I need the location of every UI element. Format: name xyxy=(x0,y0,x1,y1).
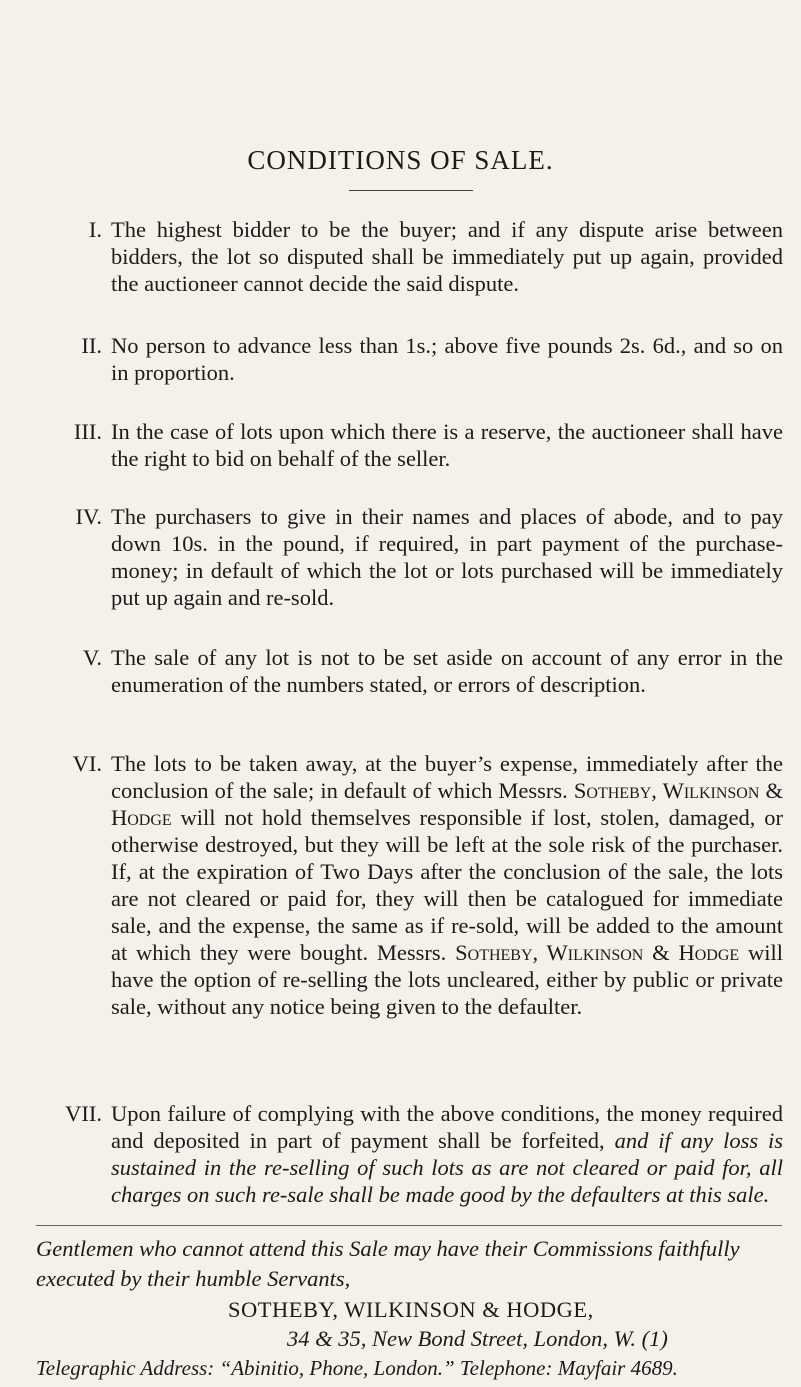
clause-3 xyxy=(38,418,783,472)
firm-name: Sotheby, Wilkinson & Hodge xyxy=(455,940,740,965)
clause-text: The highest bidder to be the buyer; and if any dispute arise between bidders, the lot so disputed shall be immediately put up again, provided the auctioneer cannot decide the said dispute. xyxy=(111,217,783,296)
clause-text: The purchasers to give in their names and places of abode, and to pay down 10s. in the pound, if required, in part payment of the purchase-money; in default of which the lot or lots purchased will be immediately put up again and re-sold. xyxy=(111,504,783,610)
page-title: CONDITIONS OF SALE. xyxy=(247,145,554,175)
clause-text-part: will have the option of re-selling the lots uncleared, either by public or private sale, without any notice being given to the defaulter. xyxy=(111,940,784,1019)
section-rule xyxy=(36,1225,782,1226)
clause-text: The sale of any lot is not to be set aside on account of any error in the enumeration of the numbers stated, or errors of description. xyxy=(111,645,783,697)
clause-text xyxy=(111,1100,783,1208)
firm-address: 34 & 35, New Bond Street, London, W. (1) xyxy=(287,1326,668,1351)
clause-text: No person to advance less than 1s.; above five pounds 2s. 6d., and so on in proportion. xyxy=(111,333,783,385)
clause-2 xyxy=(38,332,783,386)
clause-number: I. xyxy=(88,217,102,242)
clause-text xyxy=(111,750,783,1020)
clause-text-part: will not hold themselves responsible if lost, stolen, damaged, or otherwise destroyed, but they will be left at the sole risk of the purchaser. If, at the expiration of Two Days after the conclusion of the sale, the lots are not cleared or paid for, they will then be catalogued for immediate sale, and the expense, the same as if re-sold, will be added to the amount at which they were bought. Messrs. xyxy=(111,805,783,965)
clause-text-part: Upon failure of complying with the above conditions, the money required and deposited in part of payment shall be forfeited, xyxy=(111,1101,783,1153)
commissions-line: Gentlemen who cannot attend this Sale may have their Commissions faithfully executed by their humble Servants, xyxy=(36,1236,740,1291)
clause-6 xyxy=(38,750,783,1020)
firm-name: Sotheby, Wilkinson & Hodge xyxy=(111,778,783,830)
clause-number: VII. xyxy=(65,1101,102,1126)
title-rule xyxy=(349,190,473,191)
clause-5 xyxy=(38,644,783,698)
clause-number: IV. xyxy=(75,504,102,529)
telegraphic-address: Telegraphic Address: “Abinitio, Phone, London.” Telephone: Mayfair 4689. xyxy=(36,1356,678,1380)
clause-number: III. xyxy=(73,419,102,444)
clause-number: II. xyxy=(81,333,102,358)
clause-text-italic: and if any loss is sustained in the re-selling of such lots as are not cleared or paid for, all charges on such re-sale shall be made good by the defaulters at this sale. xyxy=(111,1128,784,1207)
clause-1 xyxy=(38,216,783,297)
clause-4 xyxy=(38,503,783,611)
clause-number: VI. xyxy=(72,751,102,776)
firm-signature: SOTHEBY, WILKINSON & HODGE, xyxy=(228,1297,594,1322)
clause-7 xyxy=(38,1100,783,1208)
clause-number: V. xyxy=(83,645,102,670)
clause-text: In the case of lots upon which there is a reserve, the auctioneer shall have the right to bid on behalf of the seller. xyxy=(111,419,783,471)
clause-text-part: The lots to be taken away, at the buyer’s expense, immediately after the conclusion of the sale; in default of which Messrs. xyxy=(111,751,783,803)
